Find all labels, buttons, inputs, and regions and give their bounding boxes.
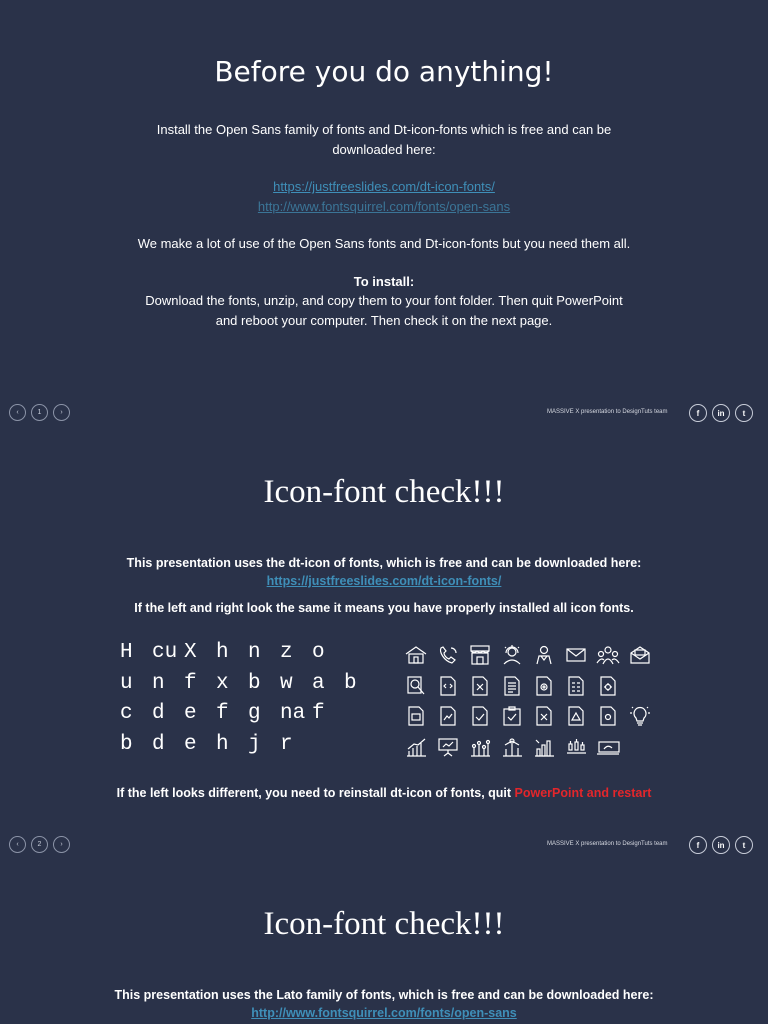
list-document-icon: [496, 674, 528, 698]
install-fonts-text: Install the Open Sans family of fonts and Dt-icon-fonts which is free and can be downloaded here:: [156, 122, 612, 157]
slide-nav: [9, 836, 70, 853]
glyph: r: [280, 732, 293, 756]
lato-source-text: This presentation uses the Lato family of fonts, which is free and can be downloaded here:: [114, 988, 654, 1002]
facebook-icon[interactable]: f: [689, 836, 707, 854]
page-number: 1: [31, 404, 48, 421]
slide-title: Icon-font check!!!: [263, 906, 505, 942]
dt-icon-fonts-link[interactable]: https://justfreeslides.com/dt-icon-fonts/: [266, 574, 502, 588]
slide-title: Before you do anything!: [214, 55, 554, 88]
glyph-grid: [120, 638, 380, 760]
icon-grid: [400, 640, 656, 762]
glyph: d: [152, 702, 165, 725]
warning-document-icon: [560, 704, 592, 728]
glyph: h: [216, 641, 229, 664]
icon-font-source-text: This presentation uses the dt-icon of fonts, which is free and can be downloaded here:: [126, 556, 642, 570]
social-links: [689, 836, 753, 854]
glyph: b: [120, 732, 133, 756]
glyph: o: [312, 641, 325, 664]
facebook-icon[interactable]: f: [689, 404, 707, 422]
search-document-icon: [400, 674, 432, 698]
image-document-icon: [400, 704, 432, 728]
prev-slide-button[interactable]: ‹: [9, 836, 26, 853]
linkedin-icon[interactable]: in: [712, 836, 730, 854]
social-links: [689, 404, 753, 422]
bar-chart-growth-icon: [400, 735, 432, 759]
slide-footer: [0, 404, 768, 428]
dot-chart-icon: [464, 735, 496, 759]
footer-caption: MASSIVE X presentation to DesignTuts team: [547, 409, 668, 415]
slide-1: [0, 0, 768, 432]
open-envelope-icon: [624, 643, 656, 667]
glyph: n: [152, 671, 165, 695]
glyph: u: [120, 671, 133, 695]
twitter-icon[interactable]: t: [735, 836, 753, 854]
page-number: 2: [31, 836, 48, 853]
envelope-icon: [560, 643, 592, 667]
glyph: H: [120, 641, 133, 664]
slide-title: Icon-font check!!!: [263, 474, 505, 510]
slide-3: [0, 864, 768, 1024]
twitter-icon[interactable]: t: [735, 404, 753, 422]
glyph: h: [216, 732, 229, 756]
glyph: f: [216, 702, 229, 725]
check-instruction-text: If the left and right look the same it means you have properly installed all icon fonts.: [134, 601, 634, 615]
glyph: cu: [152, 641, 178, 664]
footer-caption: MASSIVE X presentation to DesignTuts team: [547, 841, 668, 847]
slide-body: [134, 120, 634, 330]
dt-icon-fonts-link[interactable]: https://justfreeslides.com/dt-icon-fonts/: [273, 179, 495, 194]
glyph: f: [184, 671, 197, 695]
glyph: b: [344, 671, 357, 695]
close-document-icon: [528, 704, 560, 728]
laptop-icon: [592, 735, 624, 759]
glyph: c: [120, 702, 133, 725]
slide-footer: [0, 836, 768, 860]
glyph-row: [120, 669, 380, 700]
glyph: e: [184, 732, 197, 756]
team-icon: [592, 643, 624, 667]
slide-2: [0, 432, 768, 864]
glyph: z: [280, 641, 293, 664]
icon-row: [400, 671, 656, 702]
phone-icon: [432, 643, 464, 667]
icon-row: [400, 701, 656, 732]
reinstall-warning: [0, 786, 768, 800]
linkedin-icon[interactable]: in: [712, 404, 730, 422]
glyph: g: [248, 702, 261, 725]
glyph: b: [248, 671, 261, 695]
reinstall-warning-text: If the left looks different, you need to reinstall dt-icon of fonts, quit: [116, 786, 515, 800]
next-slide-button[interactable]: ›: [53, 404, 70, 421]
slide-nav: [9, 404, 70, 421]
glyph: e: [184, 702, 197, 725]
glyph: d: [152, 732, 165, 756]
column-chart-icon: [528, 735, 560, 759]
glyph: a: [312, 671, 325, 695]
icon-row: [400, 640, 656, 671]
next-slide-button[interactable]: ›: [53, 836, 70, 853]
customer-support-icon: [496, 643, 528, 667]
lightbulb-icon: [624, 704, 656, 728]
glyph: n: [248, 641, 261, 664]
glyph: j: [248, 732, 261, 756]
house-icon: [400, 643, 432, 667]
glyph: na: [280, 702, 306, 725]
glyph-row: [120, 730, 380, 761]
open-sans-link[interactable]: http://www.fontsquirrel.com/fonts/open-sans: [257, 198, 511, 214]
glyph-row: [120, 699, 380, 730]
gear-document-icon: [592, 674, 624, 698]
glyph: x: [216, 671, 229, 695]
icon-row: [400, 732, 656, 763]
person-icon: [528, 643, 560, 667]
settings-document-icon: [528, 674, 560, 698]
check-folder-icon: [496, 704, 528, 728]
storefront-icon: [464, 643, 496, 667]
glyph-row: [120, 638, 380, 669]
open-sans-link[interactable]: http://www.fontsquirrel.com/fonts/open-sans: [251, 1006, 517, 1020]
glyph: f: [312, 702, 325, 725]
settings-document-2-icon: [592, 704, 624, 728]
glyph: X: [184, 641, 197, 664]
font-usage-text: We make a lot of use of the Open Sans fonts and Dt-icon-fonts but you need them all.: [137, 236, 631, 251]
install-instructions: Download the fonts, unzip, and copy them to your font folder. Then quit PowerPoint and reboot your computer. Then check it on the next page.: [145, 293, 623, 328]
candlestick-chart-icon: [560, 735, 592, 759]
code-document-icon: [432, 674, 464, 698]
chart-document-icon: [432, 704, 464, 728]
checklist-document-icon: [560, 674, 592, 698]
network-chart-icon: [496, 735, 528, 759]
install-heading: To install:: [353, 273, 415, 289]
excel-document-icon: [464, 674, 496, 698]
check-document-icon: [464, 704, 496, 728]
reinstall-warning-highlight: PowerPoint and restart: [514, 786, 652, 800]
prev-slide-button[interactable]: ‹: [9, 404, 26, 421]
presentation-board-icon: [432, 735, 464, 759]
glyph: w: [280, 671, 293, 695]
